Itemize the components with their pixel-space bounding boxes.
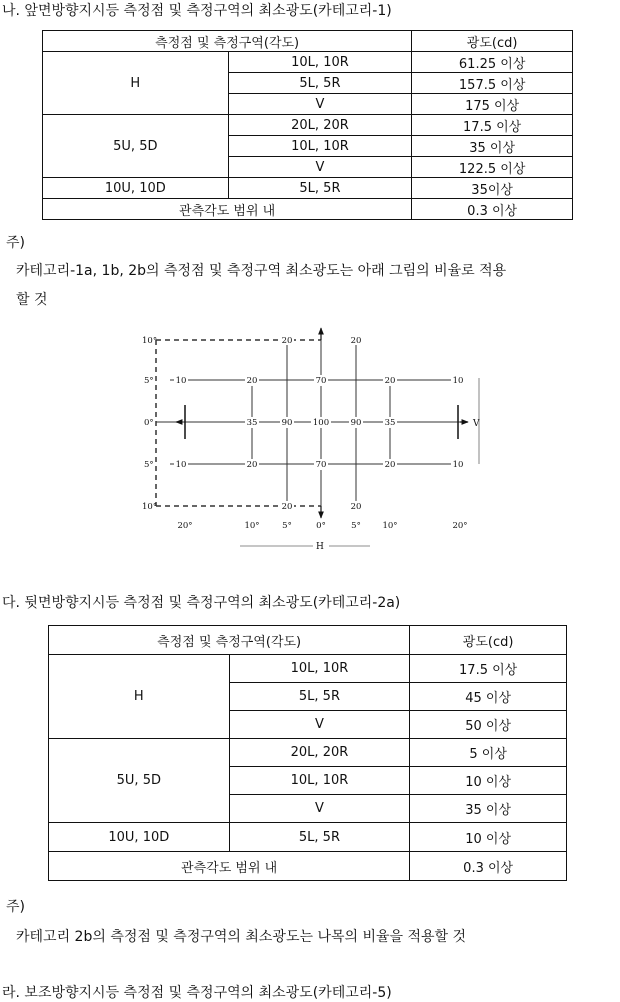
col-header-point: 측정점 및 측정구역(각도) [49, 626, 410, 655]
value-cell: 175 이상 [412, 94, 573, 115]
value-label: 20 [246, 460, 258, 470]
group-label: 10U, 10D [49, 823, 230, 852]
table-row [49, 823, 567, 852]
value-cell: 10 이상 [410, 823, 567, 852]
value-cell: 61.25 이상 [412, 52, 573, 73]
value-label: 90 [281, 418, 293, 428]
point-cell: V [228, 94, 412, 115]
section-b-table [48, 625, 567, 881]
table-row [49, 655, 567, 683]
col-header-point: 측정점 및 측정구역(각도) [43, 31, 412, 52]
group-label: H [43, 52, 229, 115]
value-label: 90 [350, 418, 362, 428]
note-text: 카테고리-1a, 1b, 2b의 측정점 및 측정구역 최소광도는 아래 그림의 비율로 적용 [16, 263, 507, 279]
table-header-row [49, 626, 567, 655]
col-label: 5° [351, 521, 361, 531]
point-cell: 10L, 10R [229, 767, 410, 795]
section-a-heading: 나. 앞면방향지시등 측정점 및 측정구역의 최소광도(카테고리-1) [2, 3, 392, 19]
point-cell: 5L, 5R [228, 178, 412, 199]
value-label: 10 [175, 376, 187, 386]
value-label: 20 [350, 336, 362, 346]
range-label: 관측각도 범위 내 [49, 852, 410, 881]
value-label: 100 [312, 418, 330, 428]
row-label: 5° [144, 460, 154, 470]
col-label: 20° [177, 521, 193, 531]
note-text: 할 것 [16, 292, 48, 308]
value-cell: 50 이상 [410, 711, 567, 739]
range-value: 0.3 이상 [412, 199, 573, 220]
point-cell: V [228, 157, 412, 178]
section-b-heading: 다. 뒷면방향지시등 측정점 및 측정구역의 최소광도(카테고리-2a) [2, 595, 401, 611]
point-cell: V [229, 795, 410, 823]
row-label: 10° [142, 336, 158, 346]
group-label: 5U, 5D [49, 739, 230, 823]
value-label: 20 [281, 336, 293, 346]
point-cell: 10L, 10R [228, 52, 412, 73]
value-cell: 157.5 이상 [412, 73, 573, 94]
value-cell: 35 이상 [410, 795, 567, 823]
value-label: 20 [350, 502, 362, 512]
row-label: 5° [144, 376, 154, 386]
h-axis-label: H [316, 542, 324, 552]
col-label: 20° [452, 521, 468, 531]
group-label: 10U, 10D [43, 178, 229, 199]
value-label: 20 [246, 376, 258, 386]
value-label: 70 [315, 376, 327, 386]
row-label: 10° [142, 502, 158, 512]
col-header-intensity: 광도(cd) [412, 31, 573, 52]
table-row [43, 178, 573, 199]
value-label: 20 [384, 376, 396, 386]
point-cell: 5L, 5R [229, 683, 410, 711]
v-axis-label: V [473, 419, 480, 429]
value-label: 10 [175, 460, 187, 470]
point-cell: 5L, 5R [228, 73, 412, 94]
point-cell: V [229, 711, 410, 739]
point-cell: 20L, 20R [228, 115, 412, 136]
col-label: 10° [382, 521, 398, 531]
value-label: 35 [384, 418, 396, 428]
group-label: 5U, 5D [43, 115, 229, 178]
value-cell: 5 이상 [410, 739, 567, 767]
value-label: 70 [315, 460, 327, 470]
table-row [49, 739, 567, 767]
value-cell: 45 이상 [410, 683, 567, 711]
point-cell: 20L, 20R [229, 739, 410, 767]
col-header-intensity: 광도(cd) [410, 626, 567, 655]
table-row [43, 115, 573, 136]
value-label: 10 [452, 376, 464, 386]
point-cell: 10L, 10R [228, 136, 412, 157]
value-label: 35 [246, 418, 258, 428]
range-value: 0.3 이상 [410, 852, 567, 881]
table-header-row [43, 31, 573, 52]
section-a-table [42, 30, 573, 220]
value-cell: 17.5 이상 [410, 655, 567, 683]
group-label: H [49, 655, 230, 739]
col-label: 10° [244, 521, 260, 531]
value-label: 20 [281, 502, 293, 512]
table-row [43, 52, 573, 73]
value-label: 20 [384, 460, 396, 470]
point-cell: 5L, 5R [229, 823, 410, 852]
measurement-point-diagram [130, 320, 500, 560]
col-label: 0° [316, 521, 326, 531]
row-label: 0° [144, 418, 154, 428]
note-title: 주) [6, 235, 25, 251]
point-cell: 10L, 10R [229, 655, 410, 683]
value-cell: 17.5 이상 [412, 115, 573, 136]
table-row [43, 199, 573, 220]
value-label: 10 [452, 460, 464, 470]
note-title: 주) [6, 899, 25, 915]
value-cell: 35 이상 [412, 136, 573, 157]
value-cell: 122.5 이상 [412, 157, 573, 178]
section-c-heading: 라. 보조방향지시등 측정점 및 측정구역의 최소광도(카테고리-5) [2, 985, 392, 1001]
note-text: 카테고리 2b의 측정점 및 측정구역의 최소광도는 나목의 비율을 적용할 것 [16, 929, 467, 945]
value-cell: 35이상 [412, 178, 573, 199]
col-label: 5° [282, 521, 292, 531]
value-cell: 10 이상 [410, 767, 567, 795]
table-row [49, 852, 567, 881]
range-label: 관측각도 범위 내 [43, 199, 412, 220]
